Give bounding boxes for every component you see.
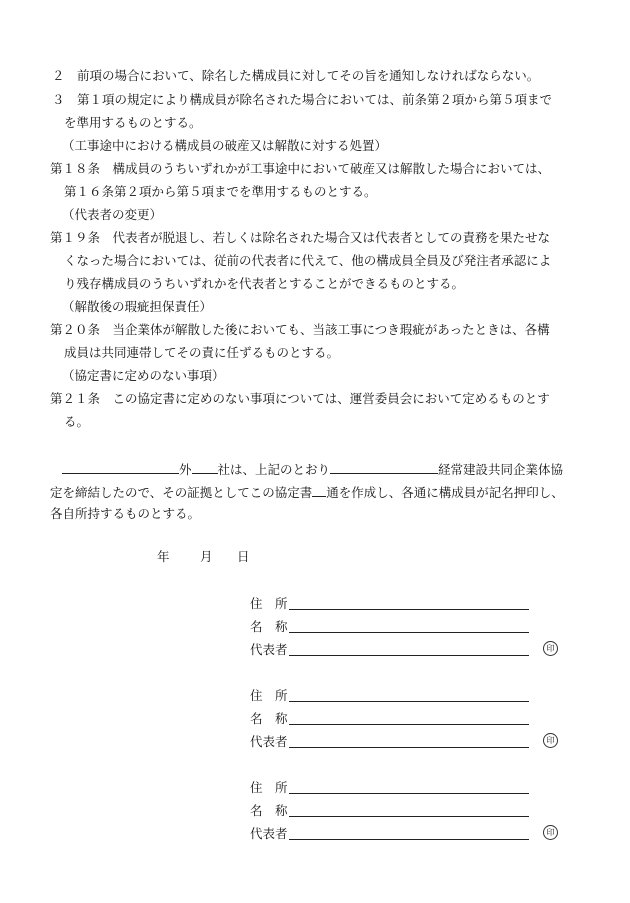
name-line[interactable] xyxy=(289,816,529,817)
article-19-text-cont-1: くなった場合においては、従前の代表者に代えて、他の構成員全員及び発注者承認によ xyxy=(64,253,552,268)
closing-line-1 xyxy=(62,460,563,478)
article-19-text-cont-2: り残存構成員のうちいずれかを代表者とすることができるものとする。 xyxy=(64,276,465,291)
address-line[interactable] xyxy=(289,793,529,794)
address-label: 住 所 xyxy=(250,688,288,703)
date-day: 日 xyxy=(237,549,250,564)
name-label: 名 称 xyxy=(250,711,288,726)
representative-line[interactable] xyxy=(289,655,529,656)
address-line[interactable] xyxy=(289,701,529,702)
closing-text-1a: 外 xyxy=(179,462,192,477)
seal-mark: 印 xyxy=(543,825,558,840)
name-line[interactable] xyxy=(289,724,529,725)
article-21-heading: （協定書に定めのない事項） xyxy=(62,368,225,383)
closing-text-2a: 定を締結したので、その証拠としてこの協定書 xyxy=(50,485,313,500)
jv-name-blank[interactable] xyxy=(330,460,438,474)
closing-text-2b: 通を作成し、各通に構成員が記名押印し、 xyxy=(326,485,564,500)
article-18-heading: （工事途中における構成員の破産又は解散に対する処置） xyxy=(62,138,388,153)
article-20-heading: （解散後の瑕疵担保責任） xyxy=(62,299,213,314)
representative-line[interactable] xyxy=(289,839,529,840)
representative-label: 代表者 xyxy=(250,734,288,749)
article-17-para-3: ３ 第１項の規定により構成員が除名された場合においては、前条第２項から第５項まで xyxy=(52,92,553,107)
name-line[interactable] xyxy=(289,632,529,633)
seal-mark: 印 xyxy=(543,733,558,748)
member-name-blank[interactable] xyxy=(62,460,179,474)
date-month: 月 xyxy=(200,549,213,564)
closing-text-1c: 経常建設共同企業体協 xyxy=(438,462,564,477)
article-17-para-3-cont: を準用するものとする。 xyxy=(64,115,202,130)
article-20-text-cont: 成員は共同連帯してその責に任ずるものとする。 xyxy=(64,345,340,360)
article-21-text-cont: る。 xyxy=(64,414,90,429)
address-label: 住 所 xyxy=(250,780,288,795)
representative-label: 代表者 xyxy=(250,642,288,657)
article-18-text-cont: 第１６条第２項から第５項までを準用するものとする。 xyxy=(64,184,377,199)
representative-label: 代表者 xyxy=(250,826,288,841)
closing-text-1b: 社は、上記のとおり xyxy=(217,462,331,477)
seal-mark: 印 xyxy=(543,641,558,656)
article-18-text: 第１８条 構成員のうちいずれかが工事途中において破産又は解散した場合においては、 xyxy=(50,161,551,176)
name-label: 名 称 xyxy=(250,803,288,818)
article-19-text: 第１９条 代表者が脱退し、若しくは除名された場合又は代表者としての責務を果たせな xyxy=(50,230,551,245)
representative-line[interactable] xyxy=(289,747,529,748)
address-label: 住 所 xyxy=(250,596,288,611)
article-20-text: 第２０条 当企業体が解散した後においても、当該工事につき瑕疵があったときは、各構 xyxy=(50,322,550,337)
article-21-text: 第２１条 この協定書に定めのない事項については、運営委員会において定めるものとす xyxy=(50,391,550,406)
member-count-blank[interactable] xyxy=(192,460,218,474)
name-label: 名 称 xyxy=(250,619,288,634)
copy-count-blank[interactable] xyxy=(312,483,326,497)
article-17-para-2: ２ 前項の場合において、除名した構成員に対してその旨を通知しなければならない。 xyxy=(52,68,540,83)
address-line[interactable] xyxy=(289,609,529,610)
date-year: 年 xyxy=(157,549,170,564)
closing-line-2 xyxy=(50,483,564,501)
closing-line-3: 各自所持するものとする。 xyxy=(50,506,201,521)
article-19-heading: （代表者の変更） xyxy=(62,207,163,222)
